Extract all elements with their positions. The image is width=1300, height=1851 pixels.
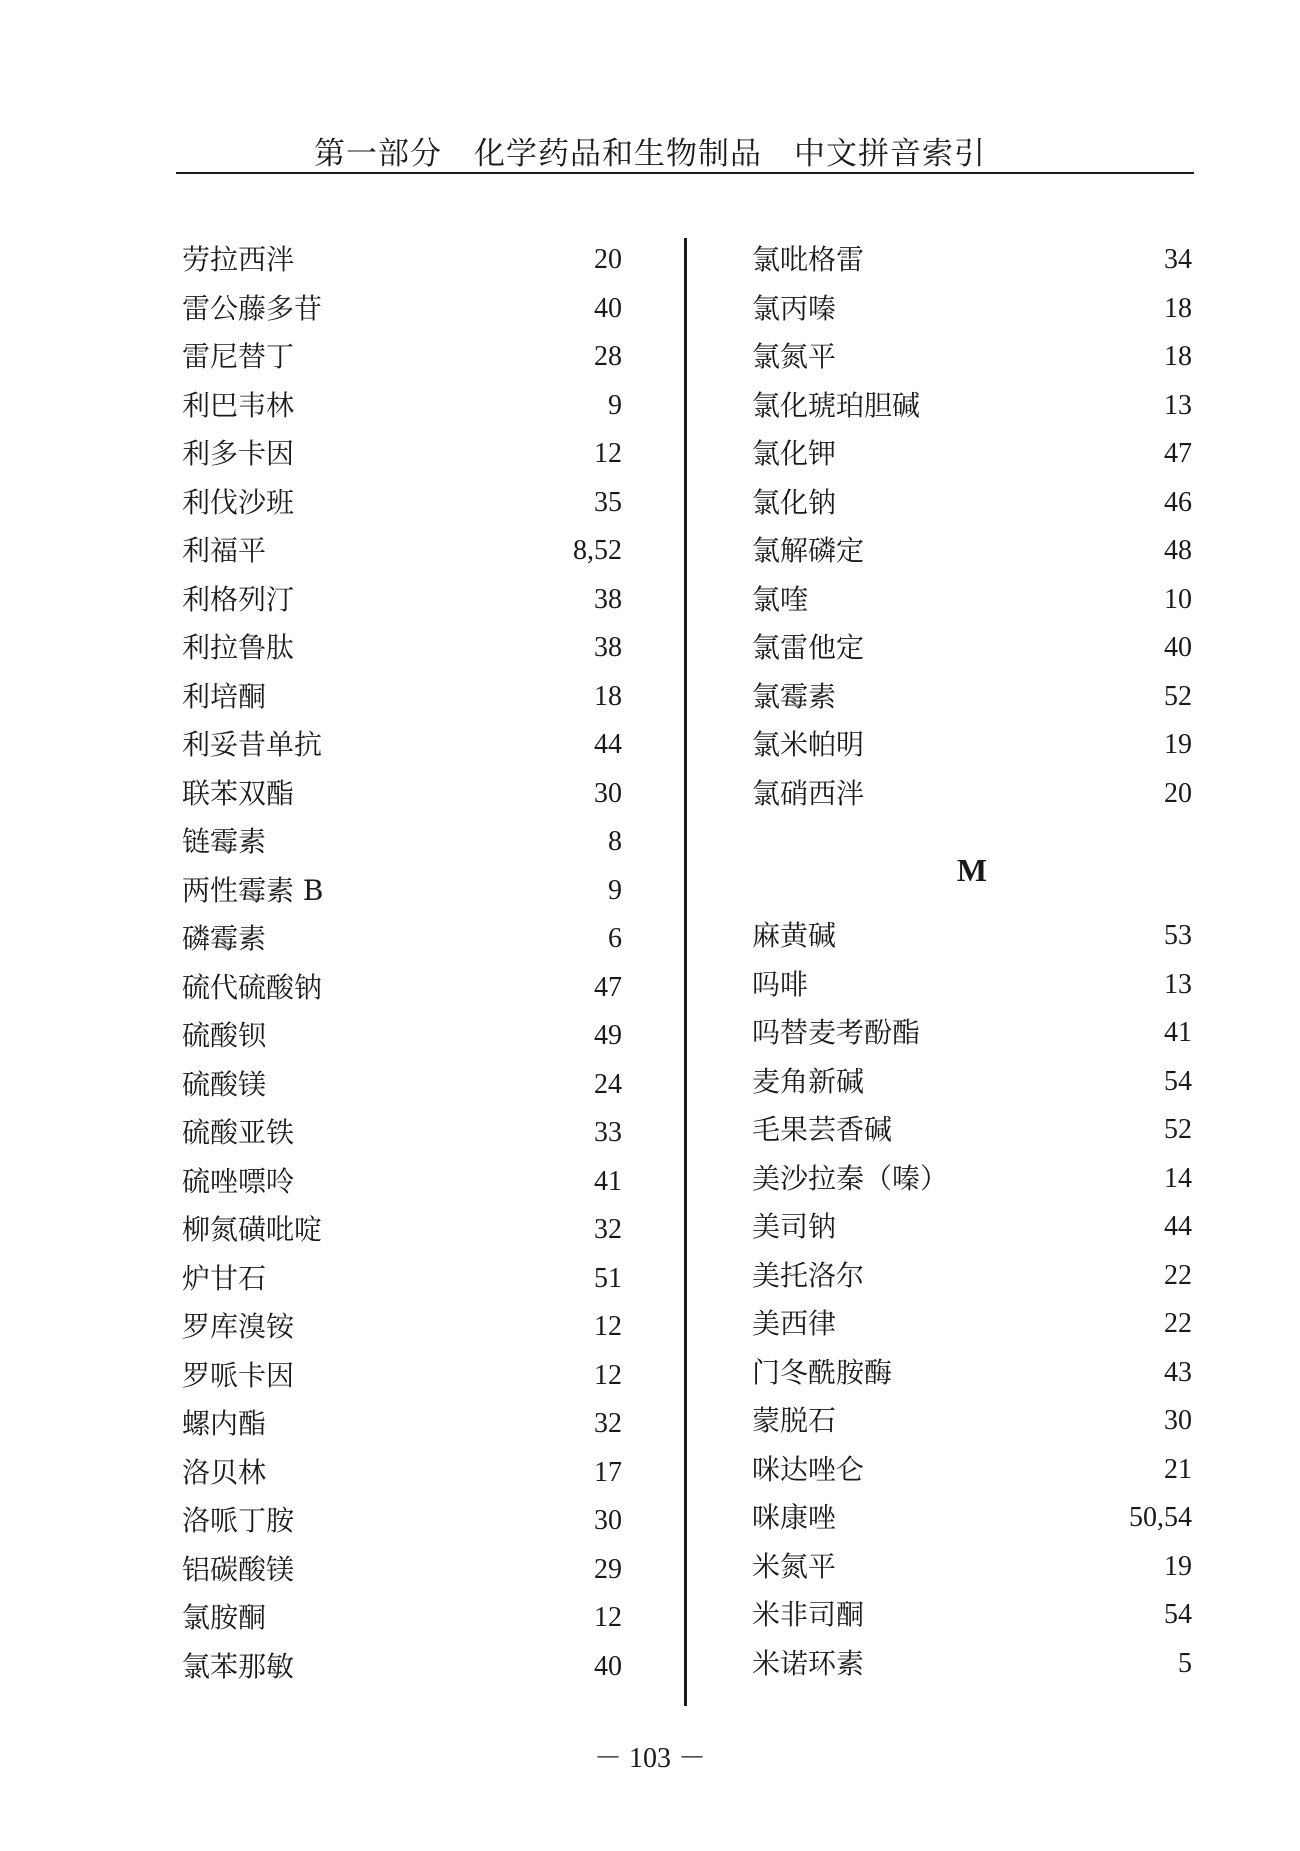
index-entry [182,236,622,285]
index-entry-page-ref: 40 [594,292,622,324]
index-entry-term: 氯化钾 [752,437,837,470]
index-entry-page-ref: 54 [1164,1599,1192,1630]
index-entry-page-ref: 29 [594,1553,622,1585]
index-entry [182,867,622,916]
index-entry-page-ref: 44 [594,729,622,760]
index-entry-term: 硫唑嘌呤 [182,1164,295,1198]
index-entry [752,770,1192,819]
index-entry-term: 咪达唑仑 [752,1452,865,1486]
index-entry-term: 氯丙嗪 [752,291,837,325]
index-entry [182,576,622,625]
index-entry [182,770,622,819]
index-entry-term: 硫酸亚铁 [182,1116,295,1149]
index-entry [752,721,1192,770]
index-entry-page-ref: 9 [608,874,622,906]
index-entry-term: 氯喹 [752,582,809,616]
index-entry-page-ref: 12 [594,1359,622,1391]
index-entry-term: 咪康唑 [752,1501,837,1534]
index-entry [752,1640,1192,1689]
index-entry [182,1352,622,1401]
index-entry [182,1206,622,1255]
index-entry-page-ref: 47 [1164,438,1192,469]
index-entry-page-ref: 46 [1164,486,1192,518]
index-entry-term: 蒙脱石 [752,1404,837,1437]
index-entry-page-ref: 13 [1164,968,1192,1000]
index-entry [182,479,622,528]
index-entry-term: 氯雷他定 [752,631,865,664]
index-entry-page-ref: 20 [594,244,622,275]
column-divider [684,238,687,1706]
index-entry-term: 利格列汀 [182,582,295,616]
index-entry [752,333,1192,382]
index-entry-page-ref: 24 [594,1068,622,1100]
index-entry-page-ref: 22 [1164,1259,1192,1291]
index-entry-term: 氯米帕明 [752,728,865,761]
index-entry [752,1349,1192,1398]
index-entry-page-ref: 9 [608,389,622,421]
index-entry [182,430,622,479]
index-entry-page-ref: 12 [594,1602,622,1633]
index-entry-page-ref: 35 [594,486,622,518]
index-entry-page-ref: 10 [1164,583,1192,615]
index-entry [182,382,622,431]
index-entry-term: 氯氮平 [752,340,837,373]
index-entry-term: 氯苯那敏 [182,1649,295,1683]
index-entry [182,1400,622,1449]
index-column-right-top [752,236,1192,818]
index-entry-page-ref: 5 [1178,1647,1192,1679]
index-entry-page-ref: 47 [594,971,622,1003]
index-entry-term: 吗替麦考酚酯 [752,1016,921,1049]
index-entry [182,1594,622,1643]
index-entry [752,624,1192,673]
index-entry [752,1591,1192,1640]
index-entry-page-ref: 40 [1164,632,1192,663]
index-entry-term: 门冬酰胺酶 [752,1355,893,1389]
index-entry-term: 洛贝林 [182,1455,267,1489]
index-entry [752,1300,1192,1349]
index-entry [752,1397,1192,1446]
index-entry-term: 麻黄碱 [752,919,837,952]
index-entry-page-ref: 49 [594,1020,622,1051]
index-entry-term: 两性霉素 B [182,873,324,907]
index-entry-term: 雷公藤多苷 [182,291,323,325]
index-entry [182,1255,622,1304]
index-entry-term: 雷尼替丁 [182,340,295,373]
index-entry [182,673,622,722]
index-entry [752,430,1192,479]
index-entry-term: 洛哌丁胺 [182,1504,295,1537]
index-entry-term: 利巴韦林 [182,388,295,422]
index-entry-term: 利培酮 [182,679,267,713]
index-entry-page-ref: 12 [594,438,622,469]
index-entry-page-ref: 43 [1164,1356,1192,1388]
index-entry [182,1449,622,1498]
index-entry [182,818,622,867]
index-entry-term: 米非司酮 [752,1598,865,1631]
index-entry [752,382,1192,431]
index-entry-page-ref: 20 [1164,777,1192,809]
index-entry [182,1497,622,1546]
index-entry-page-ref: 52 [1164,680,1192,712]
index-entry-page-ref: 40 [594,1650,622,1682]
index-entry-term: 罗哌卡因 [182,1358,295,1392]
index-entry [752,1155,1192,1204]
index-entry-page-ref: 50,54 [1129,1502,1192,1533]
index-entry-page-ref: 28 [594,341,622,372]
index-entry-term: 利拉鲁肽 [182,631,295,664]
page-header-title: 第一部分 化学药品和生物制品 中文拼音索引 [314,136,986,172]
index-entry-term: 硫酸镁 [182,1067,267,1101]
index-entry-page-ref: 14 [1164,1162,1192,1194]
index-entry [752,1203,1192,1252]
index-entry-term: 米氮平 [752,1549,837,1583]
index-entry [182,1303,622,1352]
index-entry [752,1543,1192,1592]
index-entry [752,1058,1192,1107]
index-entry-term: 氯解磷定 [752,534,865,567]
index-entry [182,721,622,770]
page-number: － 103 － [593,1743,706,1774]
index-entry-term: 利伐沙班 [182,485,295,519]
index-entry-page-ref: 34 [1164,244,1192,275]
index-entry-page-ref: 8 [608,826,622,857]
index-entry [182,1061,622,1110]
index-entry [182,1012,622,1061]
index-column-right-bottom [752,912,1192,1688]
index-entry-term: 美西律 [752,1307,837,1340]
index-entry-page-ref: 44 [1164,1211,1192,1242]
index-entry [182,1643,622,1692]
index-entry [182,1158,622,1207]
index-entry-term: 利妥昔单抗 [182,728,323,761]
index-entry-term: 麦角新碱 [752,1064,865,1098]
index-entry-page-ref: 52 [1164,1114,1192,1145]
index-entry-term: 氯化琥珀胆碱 [752,388,921,422]
index-entry-page-ref: 12 [594,1311,622,1342]
index-entry [752,912,1192,961]
index-entry [182,333,622,382]
index-entry [752,576,1192,625]
index-entry-term: 氯霉素 [752,679,837,713]
index-entry-term: 磷霉素 [182,922,267,955]
index-entry-page-ref: 17 [594,1456,622,1488]
index-entry-page-ref: 18 [1164,292,1192,324]
index-entry-page-ref: 32 [594,1408,622,1439]
index-entry [182,964,622,1013]
index-entry-term: 铝碳酸镁 [182,1552,295,1586]
index-entry-term: 联苯双酯 [182,776,295,810]
index-entry-term: 米诺环素 [752,1646,865,1680]
index-entry-page-ref: 53 [1164,920,1192,951]
index-entry [752,961,1192,1010]
index-entry-page-ref: 33 [594,1117,622,1148]
index-entry [182,527,622,576]
index-entry-page-ref: 21 [1164,1453,1192,1485]
index-column-left [182,236,622,1691]
index-entry-page-ref: 32 [594,1214,622,1245]
index-entry-page-ref: 38 [594,583,622,615]
index-entry [182,1546,622,1595]
index-entry-page-ref: 30 [594,777,622,809]
index-entry-page-ref: 48 [1164,535,1192,566]
index-entry [752,673,1192,722]
index-entry-term: 利多卡因 [182,437,295,470]
index-entry-term: 美沙拉秦（嗪） [752,1161,949,1195]
index-entry-term: 硫酸钡 [182,1019,267,1052]
index-entry-page-ref: 51 [594,1262,622,1294]
index-entry-page-ref: 19 [1164,1550,1192,1582]
section-letter-heading: M [956,852,988,888]
index-entry [182,285,622,334]
index-entry-term: 柳氮磺吡啶 [182,1213,323,1246]
header-rule [176,172,1194,174]
index-entry [752,1494,1192,1543]
index-entry-term: 氯吡格雷 [752,243,865,276]
index-entry-page-ref: 18 [594,680,622,712]
index-entry-page-ref: 6 [608,923,622,954]
index-entry-term: 氯胺酮 [182,1601,267,1634]
index-entry-term: 氯化钠 [752,485,837,519]
index-entry [752,236,1192,285]
index-entry [752,1252,1192,1301]
index-entry-page-ref: 22 [1164,1308,1192,1339]
index-entry-term: 硫代硫酸钠 [182,970,323,1004]
index-entry-term: 美司钠 [752,1210,837,1243]
index-entry-term: 氯硝西泮 [752,776,865,810]
index-entry [752,1446,1192,1495]
index-entry [182,624,622,673]
index-entry-term: 吗啡 [752,967,809,1001]
index-entry-page-ref: 38 [594,632,622,663]
index-entry [182,1109,622,1158]
index-entry [752,1009,1192,1058]
index-entry-term: 螺内酯 [182,1407,267,1440]
index-entry [752,1106,1192,1155]
index-entry [752,285,1192,334]
index-entry-term: 美托洛尔 [752,1258,865,1292]
index-entry-page-ref: 13 [1164,389,1192,421]
index-entry [752,527,1192,576]
index-entry-term: 利福平 [182,534,267,567]
index-entry-term: 炉甘石 [182,1261,267,1295]
index-entry-term: 罗库溴铵 [182,1310,295,1343]
index-entry-page-ref: 30 [594,1505,622,1536]
index-entry [752,479,1192,528]
index-entry-page-ref: 19 [1164,729,1192,760]
index-entry-term: 劳拉西泮 [182,243,295,276]
index-entry-term: 链霉素 [182,825,267,858]
index-entry-page-ref: 30 [1164,1405,1192,1436]
index-entry [182,915,622,964]
index-entry-page-ref: 54 [1164,1065,1192,1097]
index-entry-page-ref: 8,52 [573,535,622,566]
index-entry-term: 毛果芸香碱 [752,1113,893,1146]
index-entry-page-ref: 41 [1164,1017,1192,1048]
index-entry-page-ref: 41 [594,1165,622,1197]
index-entry-page-ref: 18 [1164,341,1192,372]
